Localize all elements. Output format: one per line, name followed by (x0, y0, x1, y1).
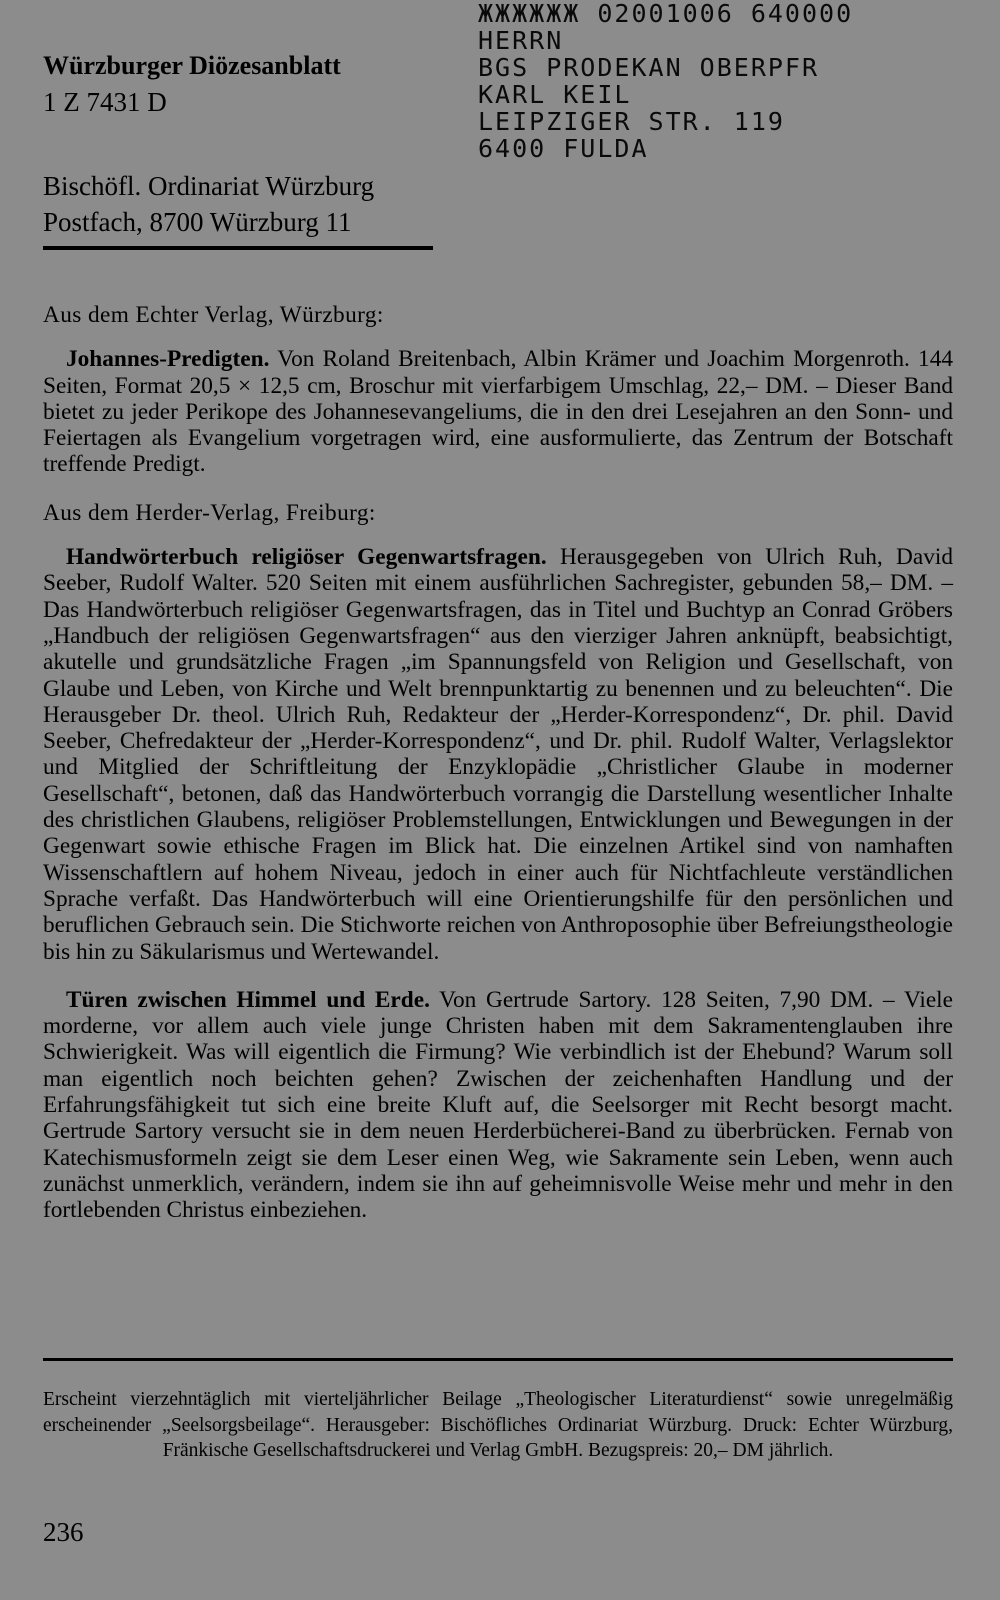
book-title: Handwörterbuch religiöser Gegenwartsfragen. (66, 544, 547, 571)
journal-code: 1 Z 7431 D (43, 87, 167, 117)
publisher-heading: Aus dem Echter Verlag, Würzburg: (43, 302, 384, 328)
address-line: 6400 FULDA (478, 134, 649, 163)
address-line: KARL KEIL (478, 80, 632, 109)
book-title: Türen zwischen Himmel und Erde. (66, 986, 430, 1013)
book-description: Von Gertrude Sartory. 128 Seiten, 7,90 DM. – Viele morderne, vor allem auch viele junge Christen haben mit dem Sakramentenglauben ihre Schwierigkeit. Was will eigentlich die Firmung? Wie verbindlich ist der Ehebund? Warum soll man eigentlich noch beichten gehen? Zwischen der zeichenhaften Handlung und der Erfahrungsfähigkeit tut sich eine breite Kluft auf, die Seelsorger mit Recht besorgt macht. Gertrude Sartory versucht sie in dem neuen Herderbücherei-Band zu überbrücken. Fernab von Katechismusformeln zeigt sie dem Leser einen Weg, wie Sakramente sein Leben, wenn auch zunächst unmerklich, verändern, indem sie ihn auf geheimnisvolle Weise mehr und mehr in den fortlebenden Christus einbeziehen. (43, 986, 953, 1224)
sender-office: Bischöfl. Ordinariat Würzburg (43, 171, 375, 201)
book-entry (43, 987, 953, 1224)
book-title: Johannes-Predigten. (66, 346, 270, 373)
address-line: ЖЖЖЖЖЖ 02001006 640000 (478, 0, 854, 28)
book-entry (43, 346, 953, 477)
journal-title: Würzburger Diözesanblatt (43, 51, 341, 80)
book-description: Herausgegeben von Ulrich Ruh, David Seeber, Rudolf Walter. 520 Seiten mit einem ausführlichen Sachregister, gebunden 58,– DM. – Das Handwörterbuch religiöser Gegenwartsfragen, das in Titel und Buchtyp an Conrad Gröbers „Handbuch der religiösen Gegenwartsfragen“ aus den vierziger Jahren anknüpft, beabsichtigt, akutelle und grundsätzliche Fragen „im Spannungsfeld von Religion und Gesellschaft, von Glaube und Leben, von Kirche und Welt brennpunktartig zu benennen und zu beleuchten“. Die Herausgeber Dr. theol. Ulrich Ruh, Redakteur der „Herder-Korrespondenz“, Dr. phil. David Seeber, Chefredakteur der „Herder-Korrespondenz“, und Dr. phil. Rudolf Walter, Verlagslektor und Mitglied der Schriftleitung der Enzyklopädie „Christlicher Glaube in moderner Gesellschaft“, betonen, daß das Handwörterbuch vorrangig die Darstellung wesentlicher Inhalte des christlichen Glaubens, religiöser Problemstellungen, Entwicklungen und Bewegungen in der Gegenwart sowie ethische Fragen im Blick hat. Die einzelnen Artikel sind von namhaften Wissenschaftlern auf hohem Niveau, jedoch in einer auch für Nichtfachleute verständlichen Sprache verfaßt. Das Handwörterbuch will eine Orientierungshilfe für den persönlichen und beruflichen Gebrauch sein. Die Stichworte reichen von Anthroposophie über Befreiungstheologie bis hin zu Säkularismus und Wertewandel. (43, 544, 953, 965)
address-label (478, 0, 978, 162)
colophon (43, 1387, 953, 1464)
book-description: Von Roland Breitenbach, Albin Krämer und Joachim Morgenroth. 144 Seiten, Format 20,5 × 12,5 cm, Broschur mit vierfarbigem Umschlag, 22,– DM. – Dieser Band bietet zu jeder Perikope des Johannesevangeliums, die in den drei Lesejahren an den Sonn- und Feiertagen als Evangelium vorgetragen wird, eine ausformulierte, das Zentrum der Botschaft treffende Predigt. (43, 346, 953, 478)
sender-postbox: Postfach, 8700 Würzburg 11 (43, 207, 352, 237)
publisher-heading: Aus dem Herder-Verlag, Freiburg: (43, 499, 376, 526)
footer-rule (43, 1358, 953, 1361)
address-line: HERRN (478, 26, 564, 55)
book-entry (43, 544, 953, 965)
address-line: LEIPZIGER STR. 119 (478, 107, 785, 136)
address-line: BGS PRODEKAN OBERPFR (478, 53, 820, 82)
review-content (43, 302, 953, 1246)
colophon-text: Erscheint vierzehntäglich mit vierteljährlicher Beilage „Theologischer Literaturdienst“ sowie unregelmäßig erscheinender „Seelsorgsbeilage“. Herausgeber: Bischöfliches Ordinariat Würzburg. Druck: Echter Würzburg, Fränkische Gesellschaftsdruckerei und Verlag GmbH. Bezugspreis: 20,– DM jährlich. (43, 1389, 953, 1461)
sender-block (43, 48, 443, 240)
header-rule (43, 246, 433, 250)
page-number: 236 (43, 1517, 84, 1547)
